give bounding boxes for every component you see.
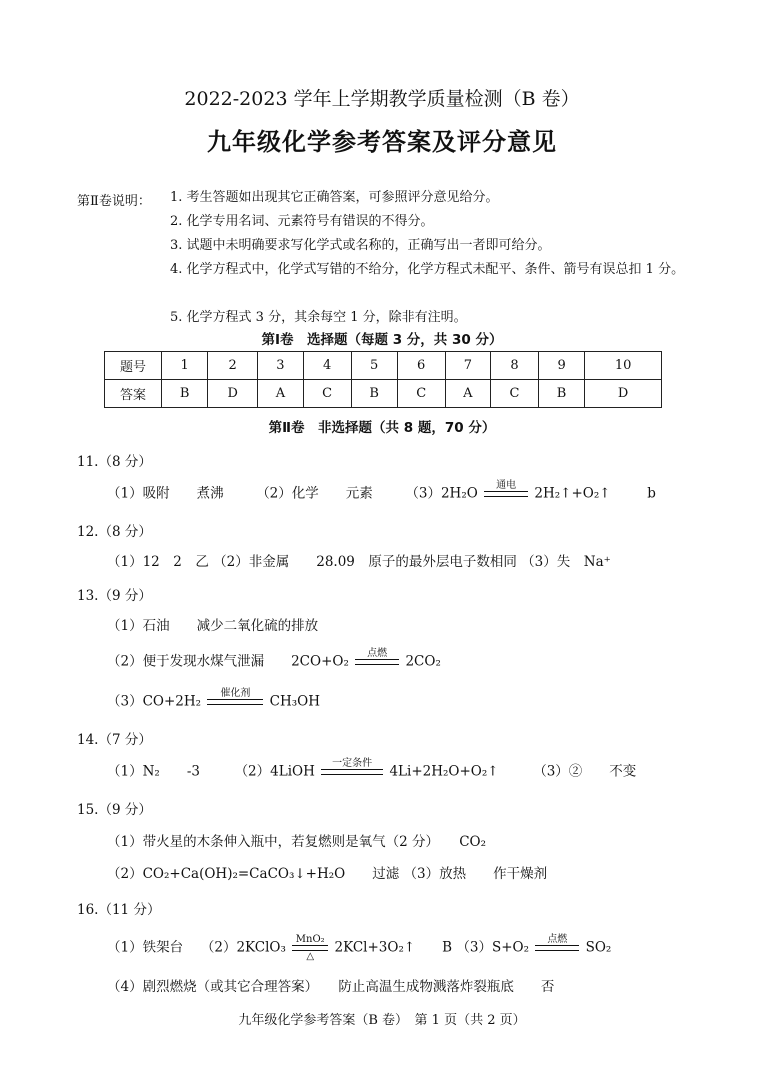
question-14-answer — [107, 758, 636, 786]
page-footer: 九年级化学参考答案（B 卷） 第 1 页（共 2 页） — [238, 1013, 526, 1028]
table-cell: 9 — [538, 352, 584, 380]
answer-table — [104, 351, 662, 408]
question-13-head: 13.（9 分） — [77, 588, 152, 604]
answer-part: （1）N₂ -3 — [107, 763, 200, 780]
condition-label: 点燃 — [367, 648, 388, 659]
table-cell: B — [351, 380, 397, 408]
note-item: 4. 化学方程式中，化学式写错的不给分，化学方程式未配平、条件、箭号有误总扣 1 分。 — [170, 262, 685, 277]
question-11-head: 11.（8 分） — [77, 454, 152, 470]
page-title: 九年级化学参考答案及评分意见 — [207, 128, 557, 156]
answer-part: （3）2H₂O — [405, 485, 478, 502]
table-row — [105, 380, 662, 408]
table-cell: D — [585, 380, 662, 408]
question-16-head: 16.（11 分） — [77, 902, 161, 918]
row-label: 题号 — [105, 352, 162, 380]
reaction-condition — [484, 480, 528, 508]
reaction-condition — [292, 934, 328, 962]
question-12-head: 12.（8 分） — [77, 524, 152, 540]
answer-part: （1）铁架台 （2）2KClO₃ — [107, 939, 286, 956]
question-11-answer — [107, 480, 656, 508]
table-cell: 5 — [351, 352, 397, 380]
reaction-condition — [321, 758, 383, 786]
note-item: 1. 考生答题如出现其它正确答案，可参照评分意见给分。 — [170, 190, 499, 205]
catalyst-label: MnO₂ — [295, 934, 325, 945]
condition-label: 催化剂 — [220, 688, 251, 699]
answer-part: （2）便于发现水煤气泄漏 2CO+O₂ — [107, 653, 349, 670]
table-cell: 7 — [445, 352, 490, 380]
answer-part: （3）CO+2H₂ — [107, 693, 202, 710]
table-cell: D — [208, 380, 258, 408]
condition-label: 通电 — [496, 480, 517, 491]
answer-part: 2CO₂ — [405, 653, 441, 670]
table-cell: 2 — [208, 352, 258, 380]
answer-part: （1）吸附 煮沸 — [107, 485, 224, 502]
question-13-line-3 — [107, 688, 320, 716]
answer-part: 2H₂↑+O₂↑ — [534, 485, 611, 502]
answer-part: b — [647, 485, 656, 502]
table-cell: C — [491, 380, 539, 408]
question-15-head: 15.（9 分） — [77, 802, 152, 818]
table-cell: C — [303, 380, 351, 408]
section-2-title: 第Ⅱ卷 非选择题（共 8 题，70 分） — [268, 420, 496, 436]
condition-label: 点燃 — [547, 934, 568, 945]
table-cell: B — [538, 380, 584, 408]
question-14-head: 14.（7 分） — [77, 732, 152, 748]
condition-label: 一定条件 — [332, 758, 373, 769]
table-cell: 3 — [258, 352, 303, 380]
answer-part: 4Li+2H₂O+O₂↑ — [389, 763, 499, 780]
exam-title: 2022-2023 学年上学期教学质量检测（B 卷） — [184, 88, 580, 110]
question-16-line-2: （4）剧烈燃烧（或其它合理答案） 防止高温生成物溅落炸裂瓶底 否 — [107, 979, 555, 995]
reaction-condition — [355, 648, 399, 676]
table-cell: 1 — [162, 352, 208, 380]
table-cell: B — [162, 380, 208, 408]
note-item: 5. 化学方程式 3 分，其余每空 1 分，除非有注明。 — [170, 310, 467, 325]
table-cell: 10 — [585, 352, 662, 380]
table-cell: A — [258, 380, 303, 408]
answer-part: （2）化学 元素 — [256, 485, 373, 502]
table-cell: C — [397, 380, 445, 408]
note-item: 2. 化学专用名词、元素符号有错误的不得分。 — [170, 214, 434, 229]
answer-part: （2）4LiOH — [234, 763, 315, 780]
question-13-line-2 — [107, 648, 441, 676]
answer-part: （3）② 不变 — [533, 763, 637, 780]
table-cell: A — [445, 380, 490, 408]
note-item: 3. 试题中未明确要求写化学式或名称的，正确写出一者即可给分。 — [170, 238, 551, 253]
answer-part: CH₃OH — [269, 693, 321, 710]
table-row — [105, 352, 662, 380]
question-15-line-2: （2）CO₂+Ca(OH)₂=CaCO₃↓+H₂O 过滤 （3）放热 作干燥剂 — [107, 866, 548, 882]
table-cell: 4 — [303, 352, 351, 380]
question-15-line-1: （1）带火星的木条伸入瓶中，若复燃则是氧气（2 分） CO₂ — [107, 834, 487, 850]
table-cell: 6 — [397, 352, 445, 380]
answer-part: SO₂ — [585, 939, 612, 956]
section-1-title: 第Ⅰ卷 选择题（每题 3 分，共 30 分） — [261, 332, 503, 348]
heat-label: △ — [306, 951, 315, 962]
answer-part: 2KCl+3O₂↑ B （3）S+O₂ — [334, 939, 530, 956]
table-cell: 8 — [491, 352, 539, 380]
notes-heading: 第Ⅱ卷说明： — [77, 194, 151, 209]
row-label: 答案 — [105, 380, 162, 408]
reaction-condition — [535, 934, 579, 962]
reaction-condition — [207, 688, 263, 716]
question-13-line-1: （1）石油 减少二氧化硫的排放 — [107, 618, 319, 634]
question-16-line-1 — [107, 934, 611, 962]
question-12-answer: （1）12 2 乙 （2）非金属 28.09 原子的最外层电子数相同 （3）失 Na⁺ — [107, 554, 611, 570]
